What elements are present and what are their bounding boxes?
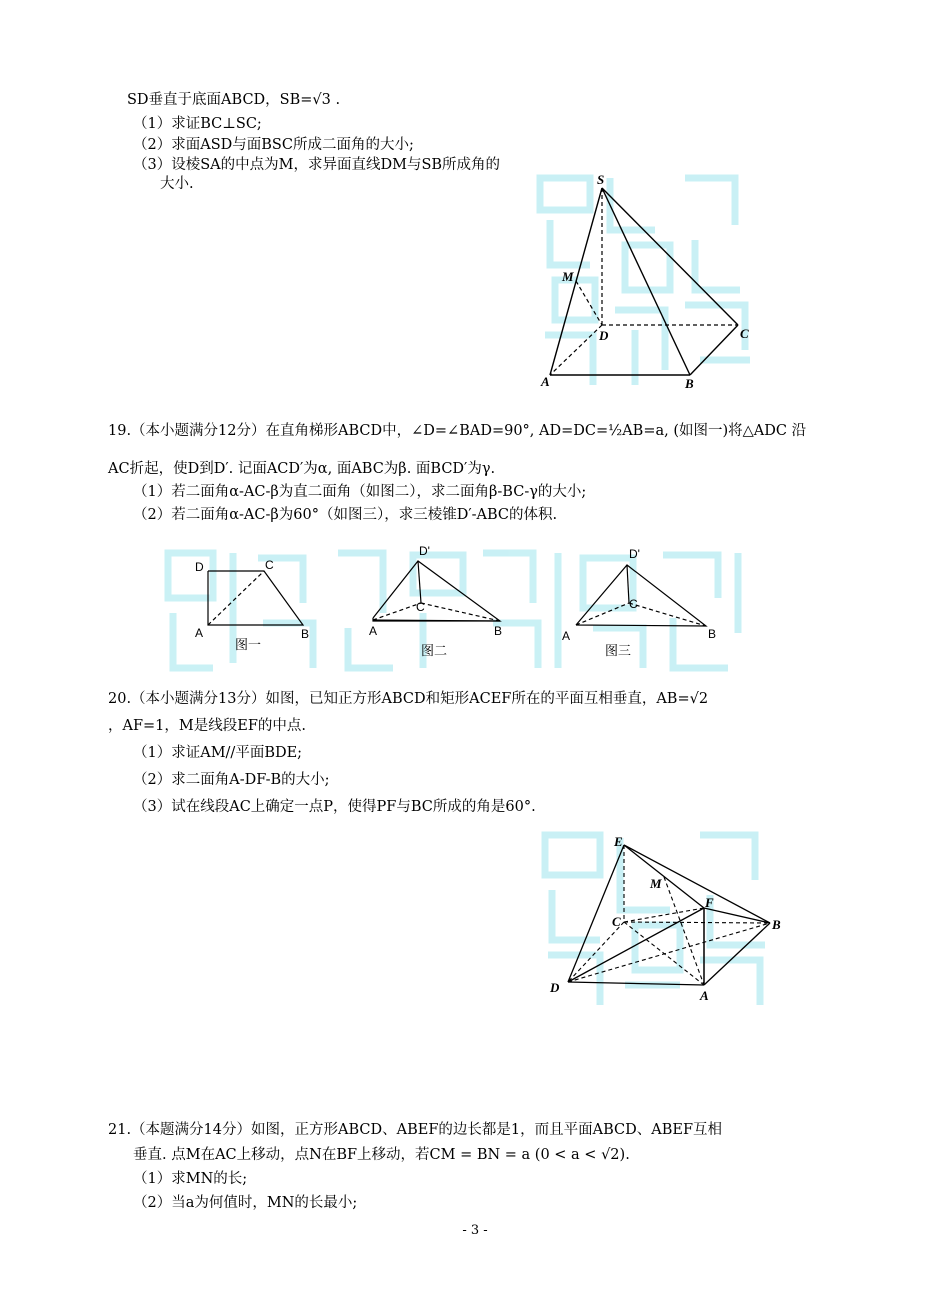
label-S: S bbox=[597, 172, 605, 187]
fig1 bbox=[208, 571, 303, 625]
label-C: C bbox=[612, 914, 621, 929]
fig2-label-C: C bbox=[416, 600, 425, 614]
fig2-label-Dp: D' bbox=[419, 544, 430, 558]
q19-figures bbox=[163, 543, 753, 678]
label-B: B bbox=[685, 376, 694, 391]
label-E: E bbox=[614, 834, 623, 849]
fig1-label-D: D bbox=[195, 560, 204, 574]
label-D: D bbox=[550, 980, 560, 995]
q20-statement-cont: ，AF=1，M是线段EF的中点. bbox=[108, 718, 307, 734]
fig1-label-A: A bbox=[195, 626, 204, 640]
fig2-caption: 图二 bbox=[421, 643, 448, 658]
fig1-caption: 图一 bbox=[235, 637, 262, 652]
q18-part3: （3）设棱SA的中点为M，求异面直线DM与SB所成角的 bbox=[133, 157, 501, 173]
fig3-label-C: C bbox=[629, 597, 638, 611]
q18-part2: （2）求面ASD与面BSC所成二面角的大小; bbox=[133, 137, 414, 153]
label-B: B bbox=[772, 917, 781, 932]
fig3 bbox=[576, 565, 706, 626]
q19-part1: （1）若二面角α-AC-β为直二面角（如图二），求二面角β-BC-γ的大小; bbox=[133, 484, 587, 500]
fig3-caption: 图三 bbox=[605, 643, 632, 658]
fig3-label-Dp: D' bbox=[629, 547, 640, 561]
q20-statement: 20.（本小题满分13分）如图，已知正方形ABCD和矩形ACEF所在的平面互相垂直，AB=√2 bbox=[108, 691, 709, 707]
fig3-label-B: B bbox=[708, 627, 717, 641]
label-M: M bbox=[650, 876, 662, 891]
q21-statement-cont: 垂直. 点M在AC上移动，点N在BF上移动，若CM = BN = a (0 < a < √2). bbox=[133, 1147, 630, 1163]
q20-part1: （1）求证AM//平面BDE; bbox=[133, 745, 303, 761]
label-M: M bbox=[562, 269, 574, 284]
q19-statement: 19.（本小题满分12分）在直角梯形ABCD中，∠D=∠BAD=90°, AD=DC=½AB=a, (如图一)将△ADC 沿 bbox=[108, 423, 807, 439]
q18-statement: SD垂直于底面ABCD，SB=√3 . bbox=[127, 92, 341, 108]
fig2-label-B: B bbox=[494, 624, 503, 638]
q21-part1: （1）求MN的长; bbox=[133, 1171, 248, 1187]
q18-part3-cont: 大小. bbox=[160, 176, 194, 192]
page-number: - 3 - bbox=[462, 1223, 488, 1238]
q18-pyramid-figure bbox=[535, 170, 765, 395]
q19-statement-cont: AC折起，使D到D′. 记面ACD′为α, 面ABC为β. 面BCD′为γ. bbox=[108, 461, 496, 477]
q21-part2: （2）当a为何值时，MN的长最小; bbox=[133, 1195, 358, 1211]
label-A: A bbox=[700, 988, 709, 1003]
q20-figure bbox=[540, 830, 785, 1010]
q20-part2: （2）求二面角A-DF-B的大小; bbox=[133, 772, 330, 788]
fig2-label-A: A bbox=[369, 624, 378, 638]
fig1-label-C: C bbox=[265, 558, 274, 572]
q19-part2: （2）若二面角α-AC-β为60°（如图三），求三棱锥D′-ABC的体积. bbox=[133, 507, 558, 523]
fig3-label-A: A bbox=[562, 629, 571, 643]
q20-part3: （3）试在线段AC上确定一点P，使得PF与BC所成的角是60°. bbox=[133, 799, 536, 815]
q18-part1: （1）求证BC⊥SC; bbox=[133, 116, 262, 132]
label-A: A bbox=[541, 374, 550, 389]
q21-statement: 21.（本题满分14分）如图，正方形ABCD、ABEF的边长都是1，而且平面ABCD、ABEF互相 bbox=[108, 1122, 723, 1138]
label-C: C bbox=[740, 326, 749, 341]
label-F: F bbox=[705, 895, 714, 910]
label-D: D bbox=[599, 328, 609, 343]
fig1-label-B: B bbox=[301, 627, 310, 641]
